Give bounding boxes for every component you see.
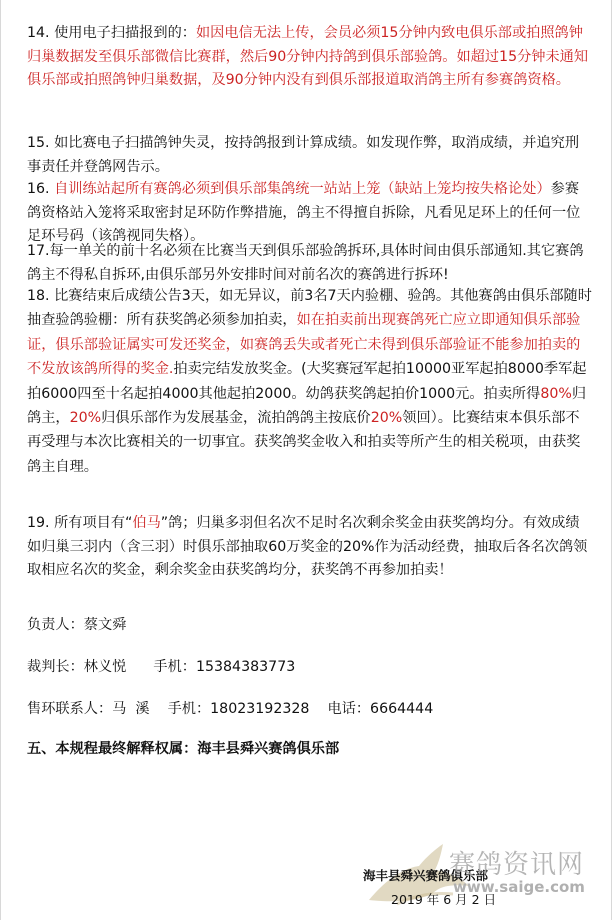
ring-contact-name: 售环联系人：马 溪 [27, 701, 150, 717]
item-14 [27, 22, 593, 93]
item-18-red-text: 如在拍卖前出现赛鸽死亡应立即通知俱乐部验证，俱乐部验证属实可发还奖金，如赛鸽丢失或者死亡未得到俱乐部验证不能参加拍卖的不发放该鸽所得的奖金. [27, 312, 581, 378]
manager-line: 负责人：蔡文舜 [27, 617, 127, 633]
item-14-red-text: 如因电信无法上传，会员必须15分钟内致电俱乐部或拍照鸽钟归巢数据发至俱乐部微信比赛群，然后90分钟内持鸽到俱乐部验鸽。如超过15分钟未通知俱乐部或拍照鸽钟归巢数据，及90分钟内没有到俱乐部报道取消鸽主所有参赛鸽资格。 [27, 25, 589, 89]
item-18-mid2: 归鸽主， [27, 385, 587, 427]
signature-club: 海丰县舜兴赛鸽俱乐部 [363, 868, 489, 883]
referee-phone: 手机：15384383773 [153, 659, 296, 675]
ring-contact-line [27, 698, 433, 718]
item-16-red-text: 自训练站起所有赛鸽必须到俱乐部集鸽统一站站上笼（缺站上笼均按失格论处） [54, 181, 551, 197]
signature-date: 2019 年 6 月 2 日 [391, 892, 497, 907]
ring-contact-mobile: 手机：18023192328 [167, 701, 310, 717]
item-18 [27, 284, 593, 479]
ring-contact-tel: 电话：6664444 [327, 701, 434, 717]
referee-line [27, 656, 295, 676]
item-14-lead: 14. 使用电子扫描报到的： [27, 25, 196, 41]
item-16-rest: 参赛鸽资格站入笼将采取密封足环防作弊措施，鸽主不得擅自拆除，凡看见足环上的任何一位足环号码（该鸽视同失格）。 [27, 181, 581, 245]
item-17: 17.每一单关的前十名必须在比赛当天到俱乐部验鸽拆环,具体时间由俱乐部通知.其它赛鸽鸽主不得私自拆环,由俱乐部另外安排时间对前名次的赛鸽进行拆环! [27, 243, 584, 283]
item-16-lead: 16. [27, 181, 55, 197]
item-18-pct-club: 20% [69, 410, 102, 427]
item-18-pct-unsold: 20% [370, 410, 403, 427]
item-18-pct-owner: 80% [540, 385, 572, 402]
referee-name: 裁判长：林义悦 [27, 659, 127, 675]
item-18-mid3: 归俱乐部作为发展基金，流拍鸽鸽主按底价 [101, 410, 371, 427]
item-15: 15. 如比赛电子扫描鸽钟失灵，按持鸽报到计算成绩。如发现作弊，取消成绩，并追究刑事责任并登鸽网告示。 [27, 135, 580, 175]
item-19-rest: ”鸽；归巢多羽但名次不足时名次剩余奖金由获奖鸽均分。有效成绩如归巢三羽内（含三羽）时俱乐部抽取60万奖金的20%作为活动经费，抽取后各名次鸽领取相应名次的奖金，剩余奖金由获奖鸽均分，获奖鸽不再参加拍卖！ [27, 515, 588, 579]
watermark-text: 赛鸽资讯网 [449, 850, 585, 880]
item-18-mid: 拍卖完结发放奖金。(大奖赛冠军起拍10000亚军起拍8000季军起拍6000四至十名起拍4000其他起拍2000。幼鸽获奖鸽起拍价1000元。拍卖所得 [27, 361, 587, 402]
item-16 [27, 178, 593, 249]
watermark-url: www.saige.com [453, 878, 585, 896]
item-19-red-text: 伯马 [132, 515, 161, 531]
item-19-lead: 19. 所有项目有“ [27, 515, 133, 531]
item-18-lead: 18. 比赛结束后成绩公告3天，如无异议，前3名7天内验棚、验鸽。其他赛鸽由俱乐部随时抽查验鸽验棚：所有获奖鸽必须参加拍卖， [27, 288, 592, 329]
item-19 [27, 512, 593, 583]
section-5-heading: 五、本规程最终解释权属：海丰县舜兴赛鸽俱乐部 [27, 741, 340, 757]
item-18-tail: 领回）。比赛结束本俱乐部不再受理与本次比赛相关的一切事宜。获奖鸽奖金收入和拍卖等所产生的相关税项，由获奖鸽主自理。 [27, 410, 581, 475]
